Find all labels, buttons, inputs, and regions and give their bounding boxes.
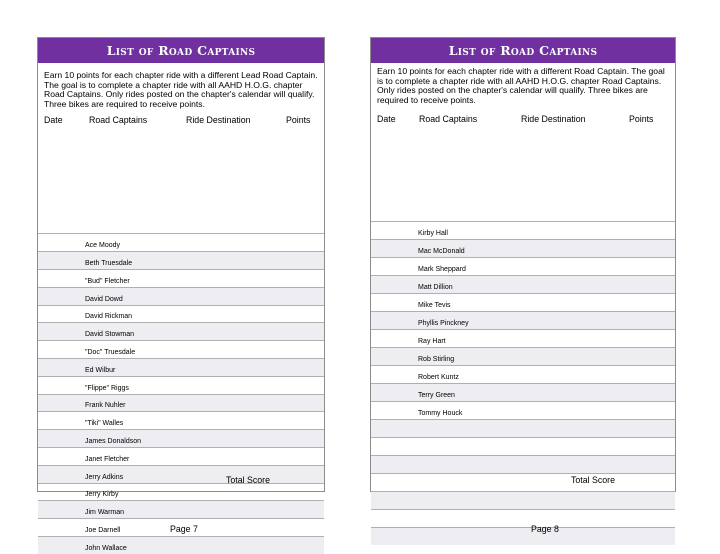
right-blank-row [371, 437, 675, 455]
left-captain-row [38, 251, 324, 269]
left-captain-name: Jerry Kirby [85, 491, 119, 499]
left-captain-row [38, 429, 324, 447]
right-page-title: List of Road Captains [371, 38, 675, 63]
right-captain-row [371, 329, 675, 347]
right-total-score: Total Score [571, 475, 616, 485]
right-captain-row [371, 347, 675, 365]
right-captain-row [371, 221, 675, 239]
left-captain-name: James Donaldson [85, 437, 142, 445]
left-captain-row [38, 305, 324, 323]
left-captain-name: David Rickman [85, 313, 133, 321]
left-col-road-captains: Road Captains [89, 115, 148, 126]
right-col-points: Points [629, 114, 654, 125]
right-captain-row [371, 311, 675, 329]
left-captain-name: Janet Fletcher [85, 455, 130, 463]
right-captain-row [371, 275, 675, 293]
left-page-title: List of Road Captains [38, 38, 324, 63]
left-captain-row [38, 322, 324, 340]
right-blank-row [371, 419, 675, 437]
left-captain-row [38, 483, 324, 501]
right-page-panel [370, 37, 676, 492]
right-captain-name: Mac McDonald [418, 248, 465, 256]
left-captain-name: Ace Moody [85, 242, 121, 250]
left-captain-name: "Doc" Truesdale [85, 348, 136, 356]
right-captain-name: Matt Dillion [418, 284, 453, 292]
left-total-score: Total Score [226, 475, 271, 485]
left-col-ride-destination: Ride Destination [186, 115, 251, 126]
right-captain-row [371, 383, 675, 401]
left-captain-row [38, 376, 324, 394]
right-captain-name: Rob Stirling [418, 356, 455, 364]
right-captain-row [371, 257, 675, 275]
left-page-number: Page 7 [170, 524, 198, 534]
left-captain-row [38, 411, 324, 429]
right-blank-row [371, 509, 675, 527]
right-captain-name: Kirby Hall [418, 230, 448, 238]
left-captain-row [38, 340, 324, 358]
right-intro-text: Earn 10 points for each chapter ride with a different Road Captain. The goal is to complete a chapter ride with all AAHD H.O.G. chapter Road Captains. Only rides posted on the chapter's calendar will qualify. Three bikes are required to receive points. [377, 66, 665, 105]
right-column-headers [371, 114, 675, 124]
left-captain-name: "Flippe" Riggs [85, 384, 129, 392]
left-captain-name: Joe Darnell [85, 526, 121, 534]
right-captain-name: Tommy Houck [418, 410, 463, 418]
left-captain-row [38, 536, 324, 554]
right-captain-row [371, 239, 675, 257]
right-blank-row [371, 491, 675, 509]
left-captain-row [38, 287, 324, 305]
right-col-ride-destination: Ride Destination [521, 114, 586, 125]
right-captain-name: Phyllis Pinckney [418, 320, 469, 328]
left-column-headers [38, 115, 324, 125]
left-captain-row [38, 358, 324, 376]
left-captain-row [38, 269, 324, 287]
left-captain-row [38, 465, 324, 483]
left-captain-name: "Tiki" Walles [85, 420, 124, 428]
right-col-date: Date [377, 114, 396, 125]
left-captain-name: "Bud" Fletcher [85, 277, 130, 285]
left-captain-name: Beth Truesdale [85, 259, 133, 267]
right-captain-name: Mike Tevis [418, 302, 451, 310]
right-page-number: Page 8 [531, 524, 559, 534]
left-captain-name: John Wallace [85, 544, 127, 552]
right-blank-row [371, 455, 675, 473]
right-col-road-captains: Road Captains [419, 114, 478, 125]
left-col-points: Points [286, 115, 311, 126]
left-captain-name: Jerry Adkins [85, 473, 124, 481]
left-captain-name: Frank Nuhler [85, 402, 126, 410]
right-captain-row [371, 365, 675, 383]
left-captain-row [38, 500, 324, 518]
left-captain-name: David Dowd [85, 295, 123, 303]
left-col-date: Date [44, 115, 63, 126]
right-blank-row [371, 527, 675, 545]
left-captain-name: Jim Warman [85, 509, 125, 517]
left-intro-text: Earn 10 points for each chapter ride with a different Lead Road Captain. The goal is to complete a chapter ride with all AAHD H.O.G. chapter Road Captains. Only rides posted on the chapter's calendar will qualify. Three bikes are required to receive points. [44, 70, 318, 109]
left-captain-row [38, 394, 324, 412]
right-captain-row [371, 293, 675, 311]
right-captain-name: Mark Sheppard [418, 266, 466, 274]
right-blank-row [371, 473, 675, 491]
right-captain-name: Ray Hart [418, 338, 446, 346]
right-captain-name: Terry Green [418, 392, 455, 400]
right-captain-name: Robert Kuntz [418, 374, 459, 382]
left-captain-row [38, 233, 324, 251]
left-captain-row [38, 447, 324, 465]
right-captain-row [371, 401, 675, 419]
left-captain-name: David Stowman [85, 331, 135, 339]
left-captain-name: Ed Wilbur [85, 366, 116, 374]
